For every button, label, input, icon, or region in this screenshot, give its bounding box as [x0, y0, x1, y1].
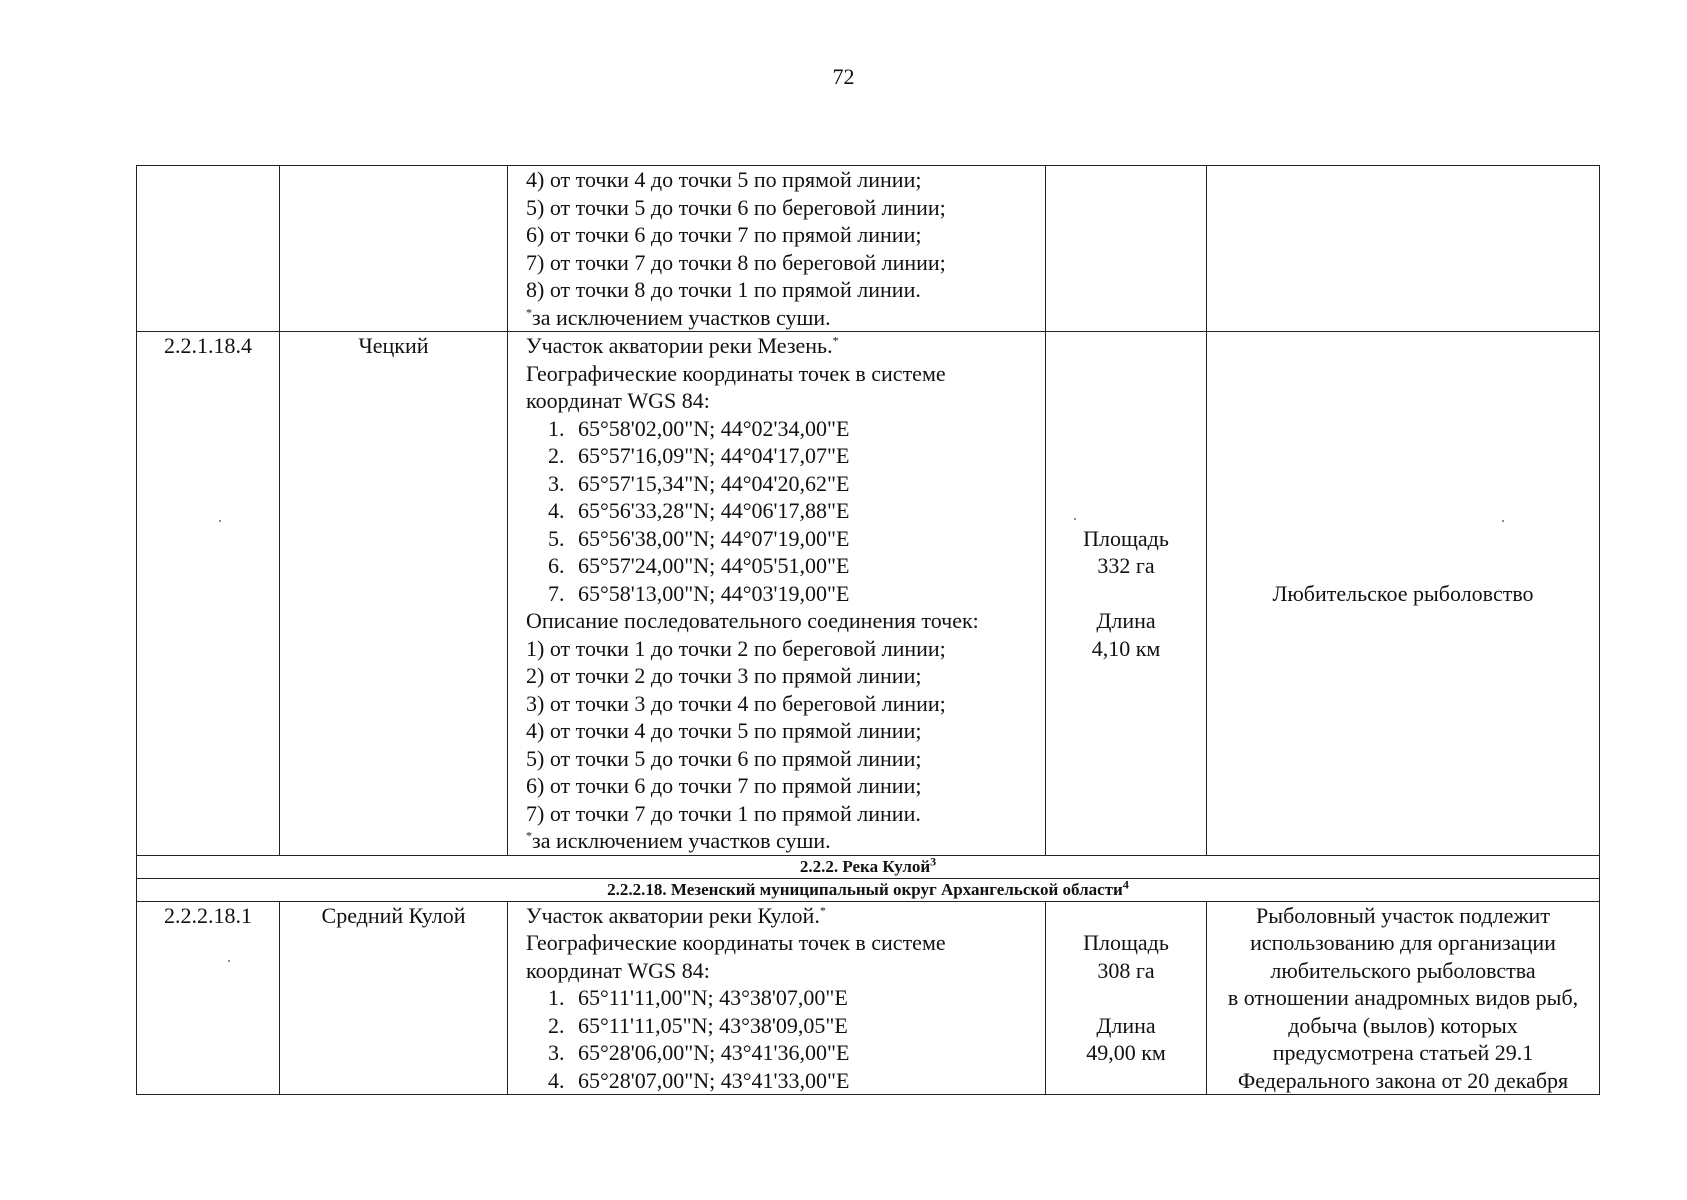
cell-name	[280, 166, 508, 332]
cell-purpose	[1207, 166, 1600, 332]
table-row-continued	[137, 166, 1600, 332]
connection-line: 7) от точки 7 до точки 1 по прямой линии.	[526, 800, 921, 826]
coordinate-item: 1. 65°58'02,00"N; 44°02'34,00"E	[548, 415, 850, 441]
purpose-line: добыча (вылов) которых	[1288, 1012, 1518, 1038]
connection-line: 6) от точки 6 до точки 7 по прямой линии;	[526, 222, 922, 247]
section-title: 2.2.2.18. Мезенский муниципальный округ Архангельской области$^4$	[137, 878, 1600, 901]
connection-line: 5) от точки 5 до точки 6 по береговой линии;	[526, 194, 946, 220]
connection-line: 4) от точки 4 до точки 5 по прямой линии;	[526, 167, 922, 192]
cell-description	[508, 332, 1046, 856]
connection-line: 3) от точки 3 до точки 4 по береговой линии;	[526, 690, 946, 716]
purpose-line: Федерального закона от 20 декабря	[1237, 1067, 1569, 1093]
cell-metrics	[1046, 901, 1207, 1095]
connection-line: 8) от точки 8 до точки 1 по прямой линии.	[526, 277, 921, 302]
purpose-line: любительского рыболовства	[1270, 957, 1536, 983]
cell-metrics	[1046, 166, 1207, 332]
purpose-text: Любительское рыболовство	[1272, 580, 1534, 606]
cell-id: 2.2.2.18.1	[137, 901, 280, 1095]
area-title: Участок акватории реки Мезень.*	[526, 333, 839, 358]
coordinate-item: 3. 65°57'15,34"N; 44°04'20,62"E	[548, 470, 850, 496]
length-value: 49,00 км	[1086, 1040, 1166, 1065]
cell-description	[508, 166, 1046, 332]
page-number: 72	[832, 64, 855, 89]
connection-line: 6) от точки 6 до точки 7 по прямой линии;	[526, 773, 922, 798]
coords-intro: координат WGS 84:	[526, 388, 710, 413]
purpose-line: Рыболовный участок подлежит	[1256, 902, 1550, 928]
section-title: 2.2.2. Река Кулой$^3$	[137, 855, 1600, 878]
cell-purpose	[1207, 901, 1600, 1095]
connection-line: 5) от точки 5 до точки 6 по прямой линии;	[526, 745, 922, 771]
connection-line: 1) от точки 1 до точки 2 по береговой линии;	[526, 635, 946, 661]
coordinate-item: 4. 65°28'07,00"N; 43°41'33,00"E	[548, 1067, 850, 1093]
area-label: Площадь	[1083, 525, 1169, 551]
scan-speck	[219, 520, 221, 522]
cell-description	[508, 901, 1046, 1095]
connection-line: 7) от точки 7 до точки 8 по береговой линии;	[526, 249, 946, 275]
purpose-line: предусмотрена статьей 29.1	[1272, 1040, 1534, 1065]
length-label: Длина	[1096, 608, 1156, 633]
coords-intro: Географические координаты точек в системе	[526, 930, 946, 955]
coordinate-item: 2. 65°11'11,05"N; 43°38'09,05"E	[548, 1012, 848, 1038]
cell-id: 2.2.1.18.4	[137, 332, 280, 856]
table-row-chetsky	[137, 332, 1600, 856]
area-value: 332 га	[1097, 553, 1155, 578]
area-label: Площадь	[1083, 930, 1169, 955]
footnote-line: *за исключением участков суши.	[526, 304, 831, 330]
section-header-river	[137, 855, 1600, 878]
scan-speck	[1074, 518, 1076, 520]
cell-metrics	[1046, 332, 1207, 856]
connection-title: Описание последовательного соединения точек:	[526, 608, 979, 633]
coords-intro: Географические координаты точек в системе	[526, 360, 946, 386]
cell-purpose	[1207, 332, 1600, 856]
purpose-line: использованию для организации	[1250, 930, 1556, 955]
fishing-areas-table	[136, 165, 1600, 1095]
cell-name: Чецкий	[280, 332, 508, 856]
coordinate-item: 3. 65°28'06,00"N; 43°41'36,00"E	[548, 1040, 850, 1065]
coordinate-item: 6. 65°57'24,00"N; 44°05'51,00"E	[548, 553, 850, 578]
connection-line: 4) от точки 4 до точки 5 по прямой линии;	[526, 718, 922, 743]
connection-line: 2) от точки 2 до точки 3 по прямой линии;	[526, 663, 922, 688]
section-header-district	[137, 878, 1600, 901]
scan-speck	[1502, 520, 1504, 522]
coordinate-item: 7. 65°58'13,00"N; 44°03'19,00"E	[548, 580, 850, 606]
cell-id	[137, 166, 280, 332]
coords-intro: координат WGS 84:	[526, 957, 710, 983]
scan-speck	[228, 960, 230, 962]
area-value: 308 га	[1097, 957, 1155, 983]
coordinate-item: 4. 65°56'33,28"N; 44°06'17,88"E	[548, 498, 850, 523]
footnote-line: *за исключением участков суши.	[526, 828, 831, 853]
coordinate-item: 1. 65°11'11,00"N; 43°38'07,00"E	[548, 985, 848, 1010]
coordinate-item: 2. 65°57'16,09"N; 44°04'17,07"E	[548, 443, 850, 468]
cell-name: Средний Кулой	[280, 901, 508, 1095]
length-value: 4,10 км	[1091, 635, 1161, 661]
area-title: Участок акватории реки Кулой.*	[526, 902, 826, 928]
coordinate-item: 5. 65°56'38,00"N; 44°07'19,00"E	[548, 525, 850, 551]
purpose-line: в отношении анадромных видов рыб,	[1227, 985, 1579, 1010]
length-label: Длина	[1096, 1012, 1156, 1038]
table-row-sredny-kuloy	[137, 901, 1600, 1095]
